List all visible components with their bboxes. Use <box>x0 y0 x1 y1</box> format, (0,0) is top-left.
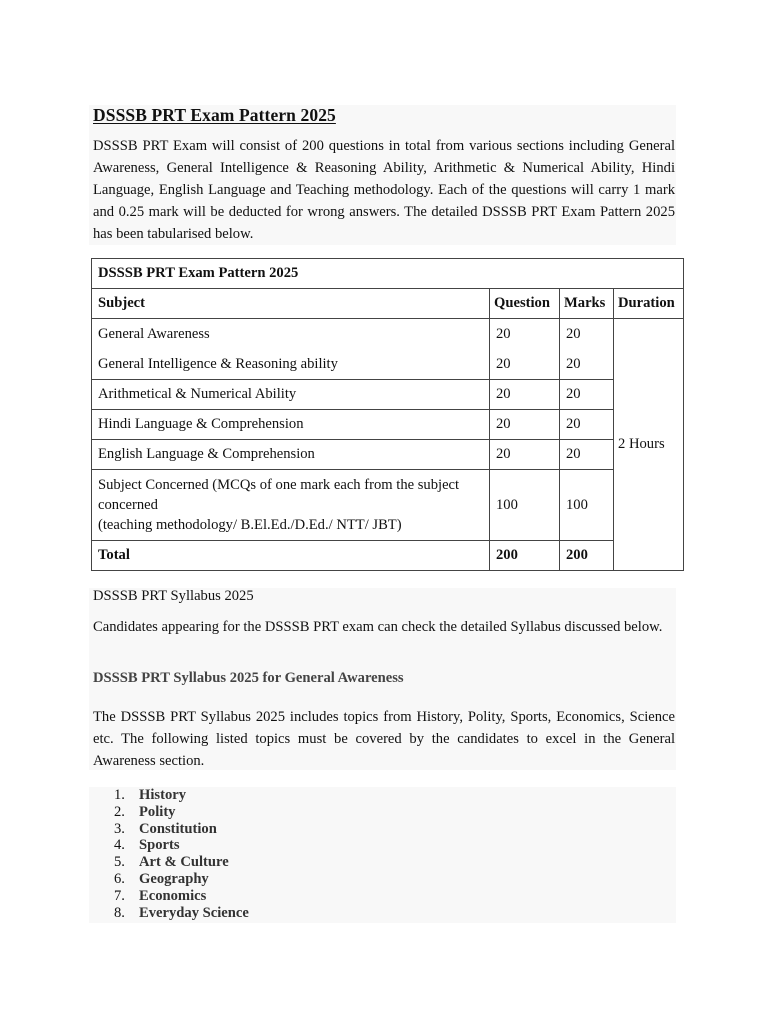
subject-cell: English Language & Comprehension <box>92 440 490 470</box>
list-number: 4. <box>114 837 125 854</box>
syllabus-intro: Candidates appearing for the DSSSB PRT exam can check the detailed Syllabus discussed below. <box>93 619 663 635</box>
topics-section <box>89 787 676 923</box>
question-value: 20 <box>496 356 511 372</box>
total-marks: 200 <box>560 541 614 571</box>
question-cell <box>490 319 560 380</box>
exam-pattern-table <box>91 258 684 571</box>
marks-cell <box>560 319 614 380</box>
list-number: 6. <box>114 870 125 887</box>
page-title: DSSSB PRT Exam Pattern 2025 <box>93 105 336 125</box>
marks-value: 20 <box>566 326 581 342</box>
marks-value: 20 <box>566 356 581 372</box>
table-row <box>92 470 684 541</box>
total-question: 200 <box>490 541 560 571</box>
intro-paragraph: DSSSB PRT Exam will consist of 200 questions in total from various sections including General Awareness, General Intelligence & Reasoning Ability, Arithmetic & Numerical Ability, Hindi Language, English Language and Teaching methodology. Each of the questions will carry 1 mark and 0.25 mark will be deducted for wrong answers. The detailed DSSSB PRT Exam Pattern 2025 has been tabularised below. <box>93 138 675 242</box>
question-cell: 20 <box>490 410 560 440</box>
table-total-row <box>92 541 684 571</box>
subject-general-intelligence: General Intelligence & Reasoning ability <box>98 356 338 372</box>
list-item <box>114 804 249 821</box>
table-caption: DSSSB PRT Exam Pattern 2025 <box>92 259 684 289</box>
syllabus-section <box>89 588 676 770</box>
topic-label: Economics <box>139 887 207 904</box>
list-number: 8. <box>114 904 125 921</box>
header-subject: Subject <box>92 289 490 319</box>
topic-label: Sports <box>139 837 180 854</box>
exam-pattern-section <box>89 105 676 245</box>
syllabus-title: DSSSB PRT Syllabus 2025 <box>93 588 254 604</box>
table-header-row <box>92 289 684 319</box>
marks-cell: 20 <box>560 380 614 410</box>
list-item <box>114 888 249 905</box>
question-value: 20 <box>496 326 511 342</box>
subject-concerned-line: Subject Concerned (MCQs of one mark each from the subject concerned <box>98 477 460 513</box>
table-caption-row <box>92 259 684 289</box>
list-number: 7. <box>114 887 125 904</box>
table-row <box>92 380 684 410</box>
subject-cell: Arithmetical & Numerical Ability <box>92 380 490 410</box>
list-item <box>114 787 249 804</box>
subject-cell <box>92 470 490 541</box>
total-label: Total <box>92 541 490 571</box>
subject-cell: Hindi Language & Comprehension <box>92 410 490 440</box>
list-number: 5. <box>114 854 125 871</box>
list-number: 3. <box>114 820 125 837</box>
table-row <box>92 319 684 380</box>
question-cell: 20 <box>490 380 560 410</box>
topic-label: History <box>139 787 187 803</box>
topic-label: Everyday Science <box>139 904 249 921</box>
general-awareness-text: The DSSSB PRT Syllabus 2025 includes topics from History, Polity, Sports, Economics, Science etc. The following listed topics must be covered by the candidates to excel in the General Awareness section. <box>93 709 675 769</box>
marks-cell: 20 <box>560 440 614 470</box>
list-number: 1. <box>114 787 125 803</box>
topic-label: Constitution <box>139 820 217 837</box>
list-number: 2. <box>114 803 125 820</box>
topics-list <box>114 787 249 921</box>
question-cell: 100 <box>490 470 560 541</box>
list-item <box>114 871 249 888</box>
general-awareness-heading: DSSSB PRT Syllabus 2025 for General Awareness <box>93 670 404 686</box>
list-item <box>114 854 249 871</box>
subject-cell <box>92 319 490 380</box>
topic-label: Art & Culture <box>139 854 229 871</box>
table-row <box>92 410 684 440</box>
header-duration: Duration <box>614 289 684 319</box>
marks-cell: 20 <box>560 410 614 440</box>
list-item <box>114 821 249 838</box>
header-marks: Marks <box>560 289 614 319</box>
subject-general-awareness: General Awareness <box>98 326 210 342</box>
subject-concerned-detail: (teaching methodology/ B.El.Ed./D.Ed./ NTT/ JBT) <box>98 517 402 533</box>
question-cell: 20 <box>490 440 560 470</box>
list-item <box>114 837 249 854</box>
duration-cell: 2 Hours <box>614 319 684 571</box>
topic-label: Geography <box>139 870 209 887</box>
topic-label: Polity <box>139 803 176 820</box>
header-question: Question <box>490 289 560 319</box>
marks-cell: 100 <box>560 470 614 541</box>
table-row <box>92 440 684 470</box>
list-item <box>114 905 249 922</box>
